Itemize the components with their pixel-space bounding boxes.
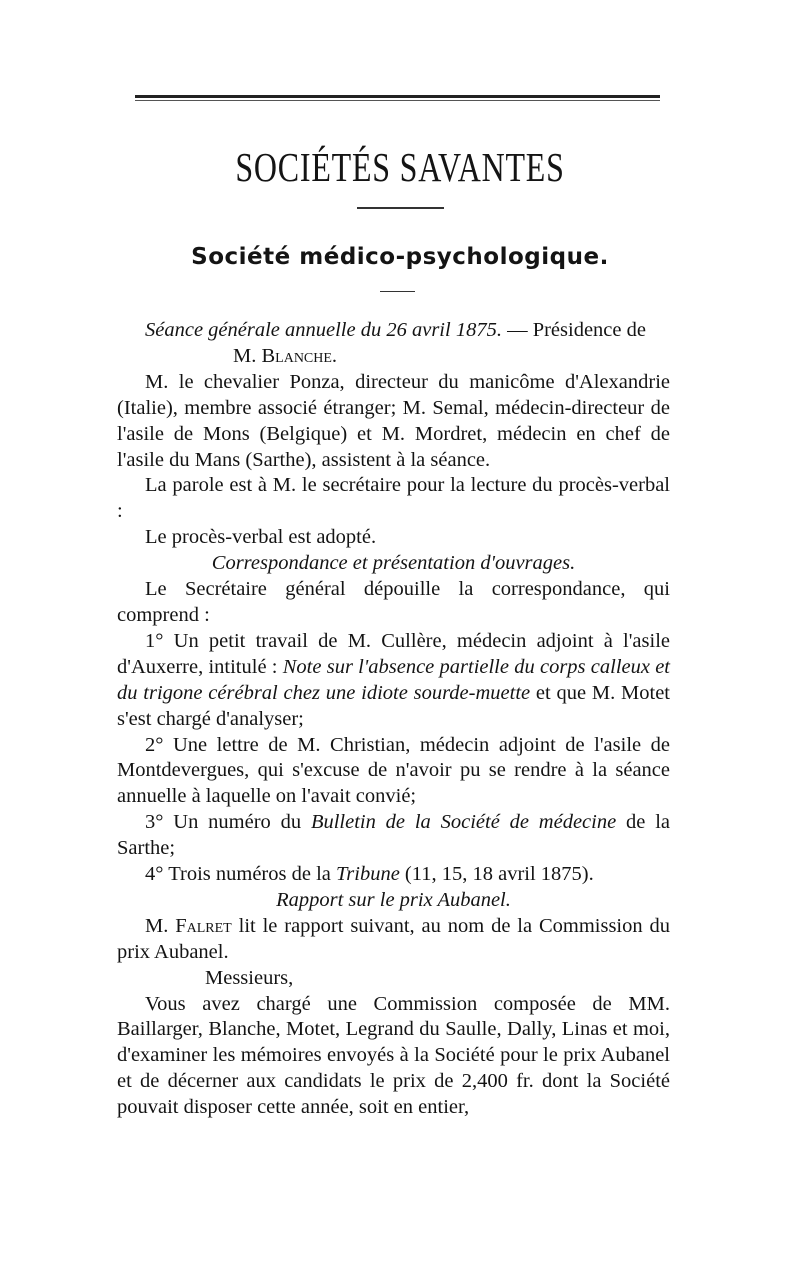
salutation: Messieurs, <box>205 966 294 989</box>
seance-president-name: Blanche. <box>261 344 338 367</box>
section-correspondance: Correspondance et présentation d'ouvrages. <box>211 552 576 575</box>
article-body <box>117 318 670 1121</box>
item4-title: Tribune <box>336 863 400 886</box>
item1-title: Note sur l'absence partielle du corps calleux et du trigone cérébral chez une idiote sourde-muette <box>117 655 671 704</box>
list-item-3: 3° Un numéro du Bulletin de la Société de médecine de la Sarthe; <box>117 811 670 860</box>
paragraph-parole: La parole est à M. le secrétaire pour la lecture du procès-verbal : <box>117 474 670 523</box>
page-heading: SOCIÉTÉS SAVANTES <box>235 144 565 190</box>
item3-title: Bulletin de la Société de médecine <box>310 811 617 834</box>
society-title: Société médico-psychologique. <box>191 244 609 270</box>
paragraph-attendees: M. le chevalier Ponza, directeur du manicôme d'Alexandrie (Italie), membre associé étranger; M. Semal, médecin-directeur de l'asile de Mons (Belgique) et M. Mordret, médecin en chef de l'asile du Mans (Sarthe), assistent à la séance. <box>117 370 670 471</box>
paragraph-adopte: Le procès-verbal est adopté. <box>145 526 377 549</box>
seance-line <box>117 318 670 370</box>
paragraph-correspondance: Le Secrétaire général dépouille la correspondance, qui comprend : <box>117 578 670 626</box>
seance-intro: Séance générale annuelle du 26 avril 1875. <box>145 319 502 341</box>
falret-name: Falret <box>175 914 232 937</box>
heading-divider <box>357 207 444 209</box>
seance-m: M. <box>233 344 262 367</box>
seance-presidence: — Présidence de <box>501 319 646 341</box>
section-rapport: Rapport sur le prix Aubanel. <box>276 888 511 911</box>
paragraph-commission: Vous avez chargé une Commission composée de MM. Baillarger, Blanche, Motet, Legrand du Saulle, Dally, Linas et moi, d'examiner les mémoires envoyés à la Société pour le prix Aubanel et de décerner aux candidats le prix de 2,400 fr. dont la Société pouvait disposer cette année, soit en entier, <box>117 992 670 1119</box>
top-rule <box>135 95 660 101</box>
list-item-4: 4° Trois numéros de la Tribune (11, 15, 18 avril 1875). <box>145 863 594 886</box>
list-item-2: 2° Une lettre de M. Christian, médecin adjoint de l'asile de Montdevergues, qui s'excuse de n'avoir pu se rendre à la séance annuelle à laquelle on l'avait convié; <box>117 733 670 808</box>
list-item-1: 1° Un petit travail de M. Cullère, médecin adjoint à l'asile d'Auxerre, intitulé : Note sur l'absence partielle du corps calleux et du trigone cérébral chez une idiote sourde-muette et que M. Motet s'est chargé d'analyser; <box>117 629 671 730</box>
paragraph-falret: M. Falret lit le rapport suivant, au nom de la Commission du prix Aubanel. <box>117 914 670 963</box>
subtitle-divider <box>380 291 415 292</box>
